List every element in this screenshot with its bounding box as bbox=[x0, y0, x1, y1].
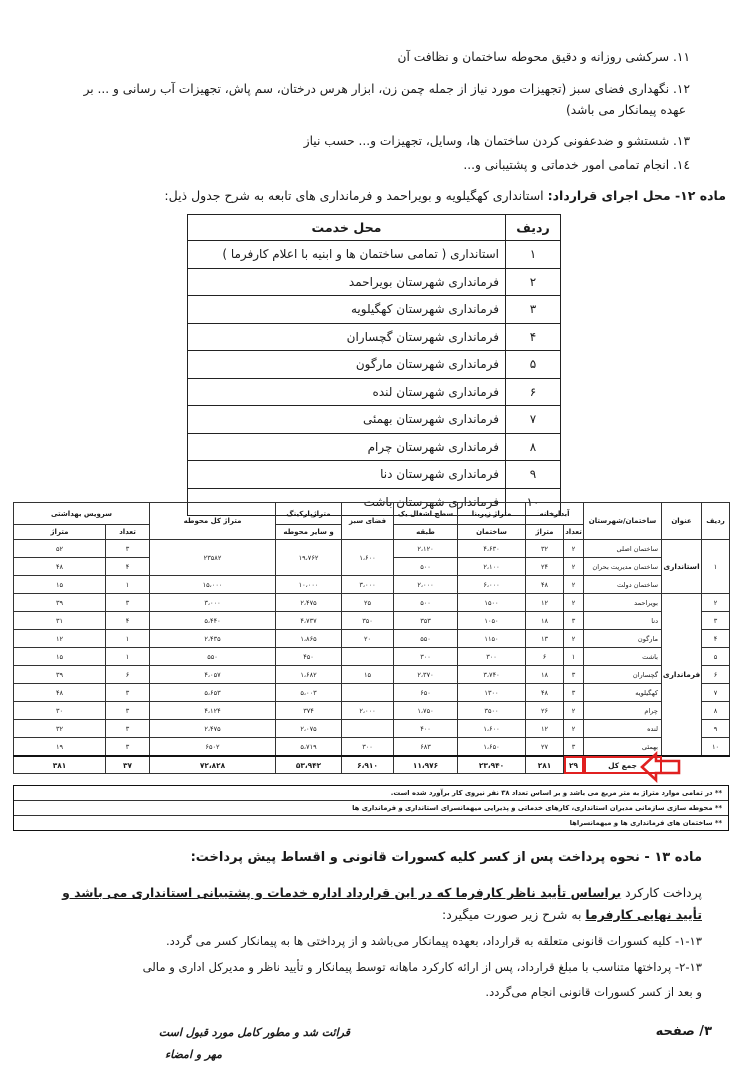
cell-building: باشت bbox=[584, 648, 662, 666]
location-row-number: ۱ bbox=[506, 241, 561, 269]
t2-green-header: فضای سبز bbox=[342, 503, 394, 540]
cell-kitchen-area: ۴۸ bbox=[526, 576, 564, 594]
cell-wc-count: ۳ bbox=[106, 594, 150, 612]
cell-green-area: ۱،۶۰۰ bbox=[342, 540, 394, 576]
article-12 bbox=[10, 188, 726, 203]
note-2: ** محوطه سازی سازمانی مدیران استانداری، کارهای خدماتی و پذیرایی میهمانسرای استانداری و فرمانداری ها bbox=[14, 801, 728, 816]
cell-yard-area: ۳،۰۰۰ bbox=[150, 594, 276, 612]
cell-wc-area: ۱۲ bbox=[14, 630, 106, 648]
cell-kitchen-count: ۲ bbox=[564, 558, 584, 576]
cell-wc-area: ۳۲ bbox=[14, 720, 106, 738]
payment-line-2-bold: تأیید نهایی کارفرما bbox=[585, 907, 702, 922]
cell-green-area: ۲،۰۰۰ bbox=[342, 702, 394, 720]
cell-kitchen-count: ۲ bbox=[564, 702, 584, 720]
cell-yard-area: ۲۳۵۸۲ bbox=[150, 540, 276, 576]
cell-parking-area: ۱،۶۸۲ bbox=[276, 666, 342, 684]
cell-yard-area: ۵،۴۴۰ bbox=[150, 612, 276, 630]
location-row-number: ۹ bbox=[506, 461, 561, 489]
cell-floors-area: ۳۰۰ bbox=[458, 648, 526, 666]
area-row bbox=[14, 630, 730, 648]
cell-wc-area: ۱۵ bbox=[14, 576, 106, 594]
cell-wc-count: ۱ bbox=[106, 576, 150, 594]
row-number: ۶ bbox=[702, 666, 730, 684]
location-row bbox=[188, 433, 561, 461]
location-row-place: فرمانداری شهرستان دنا bbox=[188, 461, 506, 489]
cell-lobby-area: ۲،۱۲۰ bbox=[394, 540, 458, 558]
area-row bbox=[14, 594, 730, 612]
cell-kitchen-count: ۲ bbox=[564, 720, 584, 738]
cell-building: بویراحمد bbox=[584, 594, 662, 612]
row-number: ۹ bbox=[702, 720, 730, 738]
cell-floors-area: ۱۱۵۰ bbox=[458, 630, 526, 648]
cell-kitchen-area: ۲۴ bbox=[526, 558, 564, 576]
cell-parking-area: ۱۰،۰۰۰ bbox=[276, 576, 342, 594]
cell-yard-area: ۴،۰۵۷ bbox=[150, 666, 276, 684]
location-row-place: فرمانداری شهرستان کهگیلویه bbox=[188, 296, 506, 324]
total-parking: ۵۳،۹۴۲ bbox=[276, 756, 342, 774]
payment-line-2-post: به شرح زیر صورت میگیرد: bbox=[442, 907, 586, 922]
cell-wc-area: ۳۹ bbox=[14, 594, 106, 612]
cell-floors-area: ۴،۶۳۰ bbox=[458, 540, 526, 558]
t2-yard-header: متراژ کل محوطه bbox=[150, 503, 276, 540]
cell-floors-area: ۱۰۵۰ bbox=[458, 612, 526, 630]
location-row-place: فرمانداری شهرستان باشت bbox=[188, 488, 506, 516]
cell-building: گچساران bbox=[584, 666, 662, 684]
total-wc-area: ۳۸۱ bbox=[14, 756, 106, 774]
total-kitchen-count: ۲۹ bbox=[564, 756, 584, 774]
cell-lobby-area: ۴۰۰ bbox=[394, 720, 458, 738]
cell-parking-area: ۱۹،۷۶۲ bbox=[276, 540, 342, 576]
cell-kitchen-count: ۳ bbox=[564, 684, 584, 702]
location-row-number: ۵ bbox=[506, 351, 561, 379]
cell-floors-area: ۱،۶۰۰ bbox=[458, 720, 526, 738]
location-row-place: فرمانداری شهرستان بهمئی bbox=[188, 406, 506, 434]
cell-wc-count: ۳ bbox=[106, 738, 150, 757]
location-row bbox=[188, 296, 561, 324]
cell-kitchen-count: ۳ bbox=[564, 738, 584, 757]
cell-green-area bbox=[342, 648, 394, 666]
cell-lobby-area: ۵۵۰ bbox=[394, 630, 458, 648]
total-kitchen-area: ۲۸۱ bbox=[526, 756, 564, 774]
cell-building: مارگون bbox=[584, 630, 662, 648]
cell-building: دنا bbox=[584, 612, 662, 630]
clause-12-continued: عهده پیمانکار می باشد) bbox=[565, 103, 686, 117]
cell-kitchen-area: ۶ bbox=[526, 648, 564, 666]
cell-kitchen-area: ۲۶ bbox=[526, 702, 564, 720]
t2-lobby-sub-header: طبقه bbox=[394, 525, 458, 540]
location-row-number: ۳ bbox=[506, 296, 561, 324]
cell-floors-area: ۶،۰۰۰ bbox=[458, 576, 526, 594]
payment-line-1-bold: براساس تأیید ناظر کارفرما که در این قرارداد اداره خدمات و پشتیبانی استانداری می باشد و bbox=[62, 885, 622, 900]
t2-parking-header: متراژپارکینگ bbox=[276, 503, 342, 525]
area-row bbox=[14, 648, 730, 666]
cell-green-area: ۳۵۰ bbox=[342, 612, 394, 630]
clause-13: ۱۳. شستشو و ضدعفونی کردن ساختمان ها، وسایل، تجهیزات و... حسب نیاز bbox=[303, 134, 690, 148]
clause-12: ۱۲. نگهداری فضای سبز (تجهیزات مورد نیاز از جمله چمن زن، ابزار هرس درختان، سم پاش، تجهیزات آب رسانی و ... بر bbox=[83, 82, 690, 96]
location-row-place: فرمانداری شهرستان گچساران bbox=[188, 323, 506, 351]
cell-wc-area: ۳۱ bbox=[14, 612, 106, 630]
location-row bbox=[188, 406, 561, 434]
cell-yard-area: ۶۵۰۲ bbox=[150, 738, 276, 757]
row-number: ۴ bbox=[702, 630, 730, 648]
cell-kitchen-count: ۲ bbox=[564, 594, 584, 612]
cell-wc-count: ۳ bbox=[106, 684, 150, 702]
location-row-place: فرمانداری شهرستان چرام bbox=[188, 433, 506, 461]
cell-lobby-area: ۲،۳۷۰ bbox=[394, 666, 458, 684]
location-row bbox=[188, 241, 561, 269]
location-row-place: فرمانداری شهرستان لنده bbox=[188, 378, 506, 406]
article-13-title: ماده ۱۳ - نحوه پرداخت پس از کسر کلیه کسورات قانونی و اقساط پیش پرداخت: bbox=[190, 850, 702, 865]
cell-wc-area: ۳۰ bbox=[14, 702, 106, 720]
location-row-number: ۲ bbox=[506, 268, 561, 296]
buildings-area-table bbox=[13, 502, 730, 774]
cell-yard-area: ۱۵،۰۰۰ bbox=[150, 576, 276, 594]
t2-floors-header: متراژ زیربنا bbox=[458, 503, 526, 525]
cell-parking-area: ۴،۷۳۷ bbox=[276, 612, 342, 630]
cell-wc-count: ۳ bbox=[106, 540, 150, 558]
cell-floors-area: ۳،۷۴۰ bbox=[458, 666, 526, 684]
location-row bbox=[188, 378, 561, 406]
location-row-number: ۴ bbox=[506, 323, 561, 351]
cell-kitchen-area: ۴۸ bbox=[526, 684, 564, 702]
cell-kitchen-count: ۳ bbox=[564, 666, 584, 684]
t2-parking-sub-header: و سایر محوطه bbox=[276, 525, 342, 540]
cell-building: کهگیلویه bbox=[584, 684, 662, 702]
cell-yard-area: ۲،۴۷۵ bbox=[150, 720, 276, 738]
clause-13-1: ۱-۱۳- کلیه کسورات قانونی متعلقه به قرارداد، بعهده پیمانکار می‌باشد و از پرداختی ها به پیمانکار کسر می گردد. bbox=[165, 934, 702, 948]
note-1: ** در تمامی موارد متراژ به متر مربع می باشد و بر اساس تعداد ۳۸ نفر نیروی کار برآورد شده است. bbox=[14, 786, 728, 801]
area-row bbox=[14, 612, 730, 630]
cell-building: بهمئی bbox=[584, 738, 662, 757]
cell-lobby-area: ۵۰۰ bbox=[394, 594, 458, 612]
location-row-number: ۶ bbox=[506, 378, 561, 406]
cell-wc-area: ۳۹ bbox=[14, 666, 106, 684]
clause-13-2: ۲-۱۳- پرداختها متناسب با مبلغ قرارداد، پس از ارائه کارکرد ماهانه توسط پیمانکار و تأیید ناظر و مدیرکل اداری و مالی bbox=[142, 960, 702, 974]
total-lobby: ۱۱،۹۷۶ bbox=[394, 756, 458, 774]
t2-title-header: عنوان bbox=[662, 503, 702, 540]
cell-floors-area: ۱،۶۵۰ bbox=[458, 738, 526, 757]
cell-parking-area: ۲،۰۷۵ bbox=[276, 720, 342, 738]
cell-kitchen-count: ۳ bbox=[564, 612, 584, 630]
group-title: استانداری bbox=[662, 540, 702, 594]
col-place-header: محل خدمت bbox=[188, 215, 506, 241]
cell-floors-area: ۲،۱۰۰ bbox=[458, 558, 526, 576]
location-row-number: ۸ bbox=[506, 433, 561, 461]
clause-13-2-continued: و بعد از کسر کسورات قانونی انجام می‌گردد. bbox=[485, 985, 702, 999]
cell-wc-area: ۵۲ bbox=[14, 540, 106, 558]
area-row bbox=[14, 666, 730, 684]
total-wc-count: ۳۷ bbox=[106, 756, 150, 774]
t2-kitchen-count-header: تعداد bbox=[564, 525, 584, 540]
area-row bbox=[14, 684, 730, 702]
location-row-number: ۷ bbox=[506, 406, 561, 434]
cell-wc-count: ۱ bbox=[106, 648, 150, 666]
cell-kitchen-count: ۲ bbox=[564, 630, 584, 648]
cell-wc-count: ۳ bbox=[106, 720, 150, 738]
cell-yard-area: ۴،۱۲۴ bbox=[150, 702, 276, 720]
location-row-place: فرمانداری شهرستان مارگون bbox=[188, 351, 506, 379]
t2-kitchen-area-header: متراژ bbox=[526, 525, 564, 540]
seal-and-signature: مهر و امضاء bbox=[164, 1048, 222, 1061]
location-row bbox=[188, 351, 561, 379]
location-row-place: فرمانداری شهرستان بویراحمد bbox=[188, 268, 506, 296]
location-row bbox=[188, 323, 561, 351]
cell-wc-count: ۳ bbox=[106, 702, 150, 720]
cell-kitchen-count: ۲ bbox=[564, 576, 584, 594]
cell-green-area bbox=[342, 720, 394, 738]
table-notes bbox=[13, 785, 729, 831]
cell-green-area bbox=[342, 684, 394, 702]
total-yard: ۷۲،۸۲۸ bbox=[150, 756, 276, 774]
t2-wc-header: سرویس بهداشتی bbox=[14, 503, 150, 525]
cell-kitchen-count: ۲ bbox=[564, 540, 584, 558]
payment-line-1 bbox=[62, 885, 702, 900]
cell-yard-area: ۲،۴۳۵ bbox=[150, 630, 276, 648]
cell-parking-area: ۵،۷۱۹ bbox=[276, 738, 342, 757]
cell-green-area: ۳،۰۰۰ bbox=[342, 576, 394, 594]
clause-14: ۱٤. انجام تمامی امور خدماتی و پشتیبانی و... bbox=[463, 158, 690, 172]
cell-building: ساختمان اصلی bbox=[584, 540, 662, 558]
cell-kitchen-area: ۲۷ bbox=[526, 738, 564, 757]
cell-green-area: ۱۵ bbox=[342, 666, 394, 684]
total-label: جمع کل bbox=[584, 756, 662, 774]
t2-wc-count-header: تعداد bbox=[106, 525, 150, 540]
cell-wc-count: ۴ bbox=[106, 558, 150, 576]
total-floors: ۲۳،۹۴۰ bbox=[458, 756, 526, 774]
location-row bbox=[188, 268, 561, 296]
cell-parking-area: ۲،۴۷۵ bbox=[276, 594, 342, 612]
cell-floors-area: ۳۵۰۰ bbox=[458, 702, 526, 720]
payment-line-1-pre: پرداخت کارکرد bbox=[621, 885, 702, 900]
t2-kitchen-header: آبدارخانه bbox=[526, 503, 584, 525]
cell-kitchen-count: ۱ bbox=[564, 648, 584, 666]
t2-lobby-header: سطح اشغال یک bbox=[394, 503, 458, 525]
acceptance-note: قرائت شد و مطور کامل مورد قبول است bbox=[158, 1026, 350, 1039]
service-locations-table bbox=[187, 214, 561, 516]
row-number: ۷ bbox=[702, 684, 730, 702]
cell-kitchen-area: ۱۳ bbox=[526, 630, 564, 648]
area-row bbox=[14, 540, 730, 558]
cell-floors-area: ۱۳۰۰ bbox=[458, 684, 526, 702]
t2-floors-sub-header: ساختمان bbox=[458, 525, 526, 540]
location-row-place: استانداری ( تمامی ساختمان ها و ابنیه با اعلام کارفرما ) bbox=[188, 241, 506, 269]
payment-line-2 bbox=[442, 907, 702, 922]
cell-lobby-area: ۲،۰۰۰ bbox=[394, 576, 458, 594]
cell-wc-area: ۱۵ bbox=[14, 648, 106, 666]
total-green: ۶،۹۱۰ bbox=[342, 756, 394, 774]
cell-wc-count: ۶ bbox=[106, 666, 150, 684]
clause-11: ۱۱. سرکشی روزانه و دقیق محوطه ساختمان و نظافت آن bbox=[397, 50, 690, 64]
note-3: ** ساختمان های فرمانداری ها و میهمانسراها bbox=[569, 819, 722, 827]
group-title: فرمانداری bbox=[662, 594, 702, 757]
location-row-number: ۱۰ bbox=[506, 488, 561, 516]
cell-building: چرام bbox=[584, 702, 662, 720]
article-12-text: استانداری کهگیلویه و بویراحمد و فرمانداری های تابعه به شرح جدول ذیل: bbox=[164, 188, 548, 203]
cell-parking-area: ۴۵۰ bbox=[276, 648, 342, 666]
row-number: ۵ bbox=[702, 648, 730, 666]
row-number: ۸ bbox=[702, 702, 730, 720]
cell-lobby-area: ۶۵۰ bbox=[394, 684, 458, 702]
cell-lobby-area: ۳۰۰ bbox=[394, 648, 458, 666]
area-row bbox=[14, 576, 730, 594]
group-number: ۱ bbox=[702, 540, 730, 594]
cell-building: لنده bbox=[584, 720, 662, 738]
cell-parking-area: ۳۷۴ bbox=[276, 702, 342, 720]
row-number: ۳ bbox=[702, 612, 730, 630]
cell-kitchen-area: ۱۸ bbox=[526, 612, 564, 630]
article-12-label: ماده ۱۲- محل اجرای قرارداد: bbox=[547, 188, 726, 203]
t2-row-header: ردیف bbox=[702, 503, 730, 540]
cell-wc-count: ۱ bbox=[106, 630, 150, 648]
col-row-header: ردیف bbox=[506, 215, 561, 241]
page-number: ۳/ صفحه bbox=[655, 1024, 712, 1039]
cell-lobby-area: ۵۰۰ bbox=[394, 558, 458, 576]
highlight-arrow-icon bbox=[640, 751, 682, 783]
t2-wc-area-header: متراژ bbox=[14, 525, 106, 540]
cell-yard-area: ۵،۶۵۳ bbox=[150, 684, 276, 702]
cell-wc-area: ۴۸ bbox=[14, 558, 106, 576]
cell-wc-area: ۱۹ bbox=[14, 738, 106, 757]
location-row bbox=[188, 461, 561, 489]
cell-kitchen-area: ۱۲ bbox=[526, 720, 564, 738]
cell-green-area: ۳۰۰ bbox=[342, 738, 394, 757]
cell-green-area: ۲۵ bbox=[342, 594, 394, 612]
cell-kitchen-area: ۱۸ bbox=[526, 666, 564, 684]
cell-green-area: ۲۰ bbox=[342, 630, 394, 648]
area-row bbox=[14, 702, 730, 720]
row-number: ۱۰ bbox=[702, 738, 730, 757]
cell-parking-area: ۵،۰۰۳ bbox=[276, 684, 342, 702]
cell-wc-area: ۴۸ bbox=[14, 684, 106, 702]
t2-building-header: ساختمان/شهرستان bbox=[584, 503, 662, 540]
cell-wc-count: ۴ bbox=[106, 612, 150, 630]
cell-building: ساختمان دولت bbox=[584, 576, 662, 594]
cell-kitchen-area: ۱۲ bbox=[526, 594, 564, 612]
area-row bbox=[14, 720, 730, 738]
cell-floors-area: ۱۵۰۰ bbox=[458, 594, 526, 612]
cell-lobby-area: ۱،۷۵۰ bbox=[394, 702, 458, 720]
cell-parking-area: ۱،۸۶۵ bbox=[276, 630, 342, 648]
cell-building: ساختمان مدیریت بحران bbox=[584, 558, 662, 576]
cell-lobby-area: ۶۸۳ bbox=[394, 738, 458, 757]
cell-yard-area: ۵۵۰ bbox=[150, 648, 276, 666]
cell-kitchen-area: ۳۲ bbox=[526, 540, 564, 558]
row-number: ۲ bbox=[702, 594, 730, 612]
area-row bbox=[14, 738, 730, 757]
cell-lobby-area: ۳۵۳ bbox=[394, 612, 458, 630]
